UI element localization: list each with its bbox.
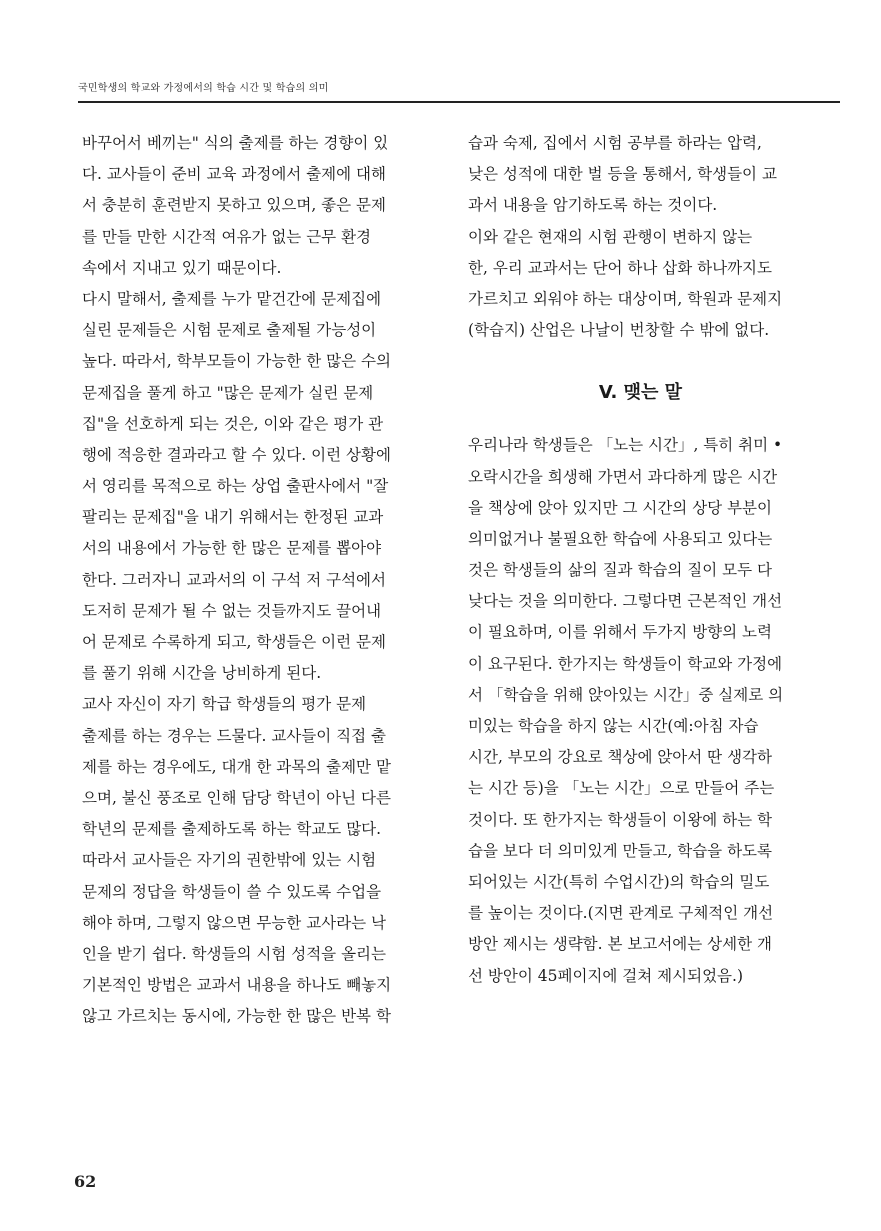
right-column: [468, 128, 813, 992]
left-column-line: 한다. 그러자니 교과서의 이 구석 저 구석에서: [82, 570, 387, 589]
right-column-line: 것이다. 또 한가지는 학생들이 이왕에 하는 학: [468, 810, 773, 829]
left-column-line: 서 충분히 훈련받지 못하고 있으며, 좋은 문제: [82, 196, 387, 215]
left-column-line: 다시 말해서, 출제를 누가 맡건간에 문제집에: [82, 289, 382, 308]
right-column-line: 서 「학습을 위해 앉아있는 시간」중 실제로 의: [468, 685, 784, 704]
left-column-line: 서의 내용에서 가능한 한 많은 문제를 뽑아야: [82, 539, 382, 558]
right-column-line: 의미없거나 불필요한 학습에 사용되고 있다는: [468, 529, 773, 548]
right-column-body-bottom: [468, 430, 813, 991]
left-column-line: 실린 문제들은 시험 문제로 출제될 가능성이: [82, 321, 377, 340]
right-column-line: 습을 보다 더 의미있게 만들고, 학습을 하도록: [468, 841, 773, 860]
right-column-line: 습과 숙제, 집에서 시험 공부를 하라는 압력,: [468, 134, 762, 152]
right-column-line: 우리나라 학생들은 「노는 시간」, 특히 취미 •: [468, 436, 783, 455]
left-column-line: 서 영리를 목적으로 하는 상업 출판사에서 "잘: [82, 477, 389, 496]
right-column-line: 되어있는 시간(특히 수업시간)의 학습의 밀도: [468, 872, 770, 891]
right-column-line: 과서 내용을 암기하도록 하는 것이다.: [468, 196, 718, 215]
left-column: [82, 128, 427, 1032]
right-column-line: 것은 학생들의 삶의 질과 학습의 질이 모두 다: [468, 561, 773, 580]
left-column-line: 인을 받기 쉽다. 학생들의 시험 성적을 올리는: [82, 944, 387, 963]
left-column-line: 집"을 선호하게 되는 것은, 이와 같은 평가 관: [82, 414, 384, 433]
left-column-line: 행에 적응한 결과라고 할 수 있다. 이런 상황에: [82, 445, 391, 464]
left-column-line: 않고 가르치는 동시에, 가능한 한 많은 반복 학: [82, 1007, 391, 1026]
left-column-line: 제를 하는 경우에도, 대개 한 과목의 출제만 맡: [82, 757, 391, 776]
left-column-line: 교사 자신이 자기 학급 학생들의 평가 문제: [82, 695, 367, 714]
page-number: 62: [74, 1172, 97, 1191]
header-rule: [78, 101, 840, 103]
right-column-line: 를 높이는 것이다.(지면 관계로 구체적인 개선: [468, 904, 774, 923]
right-column-line: 을 책상에 앉아 있지만 그 시간의 상당 부분이: [468, 498, 773, 517]
left-column-line: 바꾸어서 베끼는" 식의 출제를 하는 경향이 있: [82, 134, 389, 152]
right-column-line: 한, 우리 교과서는 단어 하나 삽화 하나까지도: [468, 258, 773, 277]
right-column-line: 는 시간 등)을 「노는 시간」으로 만들어 주는: [468, 779, 775, 798]
right-column-line: 시간, 부모의 강요로 책상에 앉아서 딴 생각하: [468, 748, 773, 767]
right-column-line: 선 방안이 45페이지에 걸쳐 제시되었음.): [468, 966, 744, 985]
left-column-line: 따라서 교사들은 자기의 권한밖에 있는 시험: [82, 851, 377, 870]
right-column-line: 미있는 학습을 하지 않는 시간(예:아침 자습: [468, 717, 759, 735]
right-column-line: 이와 같은 현재의 시험 관행이 변하지 않는: [468, 227, 753, 246]
right-column-line: (학습지) 산업은 나날이 번창할 수 밖에 없다.: [468, 321, 770, 340]
left-column-line: 해야 하며, 그렇지 않으면 무능한 교사라는 낙: [82, 913, 387, 932]
left-column-line: 기본적인 방법은 교과서 내용을 하나도 빼놓지: [82, 976, 392, 995]
section-heading: V. 맺는 말: [598, 382, 683, 404]
left-column-line: 를 만들 만한 시간적 여유가 없는 근무 환경: [82, 227, 372, 246]
left-column-line: 학년의 문제를 출제하도록 하는 학교도 많다.: [82, 820, 382, 839]
right-column-line: 낮다는 것을 의미한다. 그렇다면 근본적인 개선: [468, 592, 783, 611]
left-column-line: 출제를 하는 경우는 드물다. 교사들이 직접 출: [82, 726, 387, 745]
left-column-line: 문제의 정답을 학생들이 쓸 수 있도록 수업을: [82, 882, 382, 901]
right-column-body-top: [468, 128, 813, 346]
right-column-line: 낮은 성적에 대한 벌 등을 통해서, 학생들이 교: [468, 165, 777, 184]
right-column-line: 방안 제시는 생략함. 본 보고서에는 상세한 개: [468, 935, 773, 954]
left-column-line: 팔리는 문제집"을 내기 위해서는 한정된 교과: [82, 508, 384, 527]
left-column-line: 높다. 따라서, 학부모들이 가능한 한 많은 수의: [82, 352, 391, 371]
left-column-line: 어 문제로 수록하게 되고, 학생들은 이런 문제: [82, 633, 387, 651]
right-column-line: 오락시간을 희생해 가면서 과다하게 많은 시간: [468, 467, 778, 486]
left-column-line: 으며, 불신 풍조로 인해 담당 학년이 아닌 다른: [82, 788, 391, 807]
right-column-line: 가르치고 외워야 하는 대상이며, 학원과 문제지: [468, 289, 783, 308]
right-column-line: 이 필요하며, 이를 위해서 두가지 방향의 노력: [468, 623, 773, 642]
running-header: 국민학생의 학교와 가정에서의 학습 시간 및 학습의 의미: [78, 83, 329, 94]
left-column-line: 속에서 지내고 있기 때문이다.: [82, 258, 282, 277]
left-column-line: 를 풀기 위해 시간을 낭비하게 된다.: [82, 664, 322, 683]
left-column-line: 문제집을 풀게 하고 "많은 문제가 실린 문제: [82, 383, 374, 402]
left-column-line: 도저히 문제가 될 수 없는 것들까지도 끌어내: [82, 601, 382, 620]
right-column-line: 이 요구된다. 한가지는 학생들이 학교와 가정에: [468, 654, 783, 673]
left-column-line: 다. 교사들이 준비 교육 과정에서 출제에 대해: [82, 165, 387, 184]
